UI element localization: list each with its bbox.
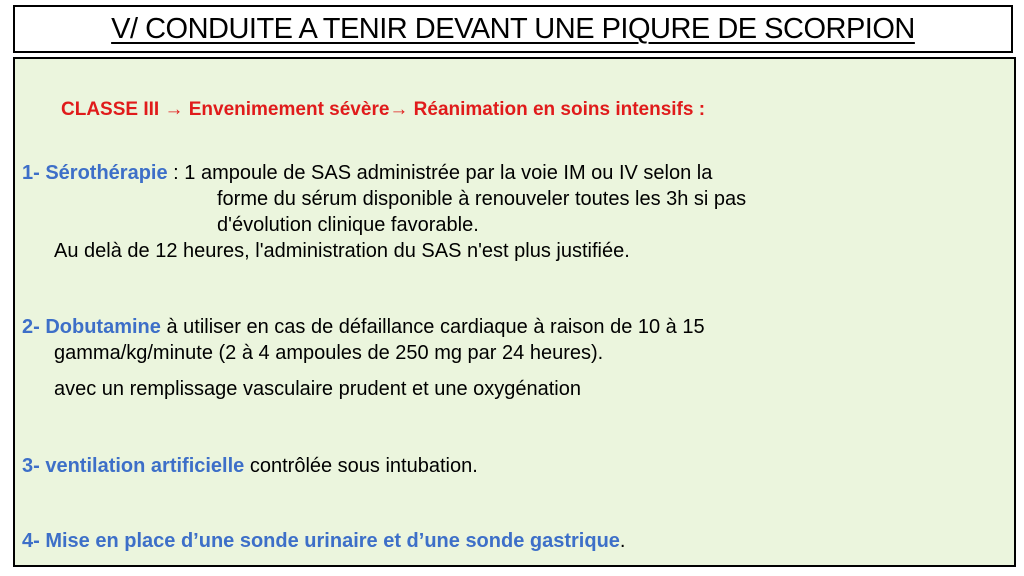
- item-ventilation-label: 3- ventilation artificielle: [22, 455, 245, 477]
- item-sondes-label: 4- Mise en place d’une sonde urinaire et d’une sonde gastrique: [22, 530, 620, 552]
- title-box: [13, 5, 1013, 53]
- item-serotherapie-line-3: d'évolution clinique favorable.: [217, 214, 479, 236]
- item-dobutamine-text-1: à utiliser en cas de défaillance cardiaque à raison de 10 à 15: [160, 316, 705, 338]
- item-ventilation-text: contrôlée sous intubation.: [244, 455, 478, 477]
- item-dobutamine-line-1: [22, 314, 705, 340]
- classe-heading: CLASSE III → Envenimement sévère→ Réanimation en soins intensifs :: [61, 99, 706, 120]
- content-box: [13, 57, 1016, 567]
- item-sondes-text: .: [619, 530, 626, 552]
- item-dobutamine-line-2: gamma/kg/minute (2 à 4 ampoules de 250 mg par 24 heures).: [54, 342, 604, 364]
- item-serotherapie-label: 1- Sérothérapie: [22, 162, 168, 184]
- item-dobutamine-line-3: avec un remplissage vasculaire prudent et une oxygénation: [54, 378, 581, 400]
- item-sondes-line: [22, 528, 625, 554]
- item-serotherapie-line-1: [22, 160, 712, 186]
- item-serotherapie-text-1: : 1 ampoule de SAS administrée par la voie IM ou IV selon la: [167, 162, 713, 184]
- page-title: V/ CONDUITE A TENIR DEVANT UNE PIQURE DE SCORPION: [111, 12, 915, 45]
- item-dobutamine-label: 2- Dobutamine: [22, 316, 161, 338]
- item-serotherapie-line-2: forme du sérum disponible à renouveler toutes les 3h si pas: [217, 188, 747, 210]
- item-ventilation-line: [22, 453, 478, 479]
- item-serotherapie-line-4: Au delà de 12 heures, l'administration du SAS n'est plus justifiée.: [54, 240, 630, 262]
